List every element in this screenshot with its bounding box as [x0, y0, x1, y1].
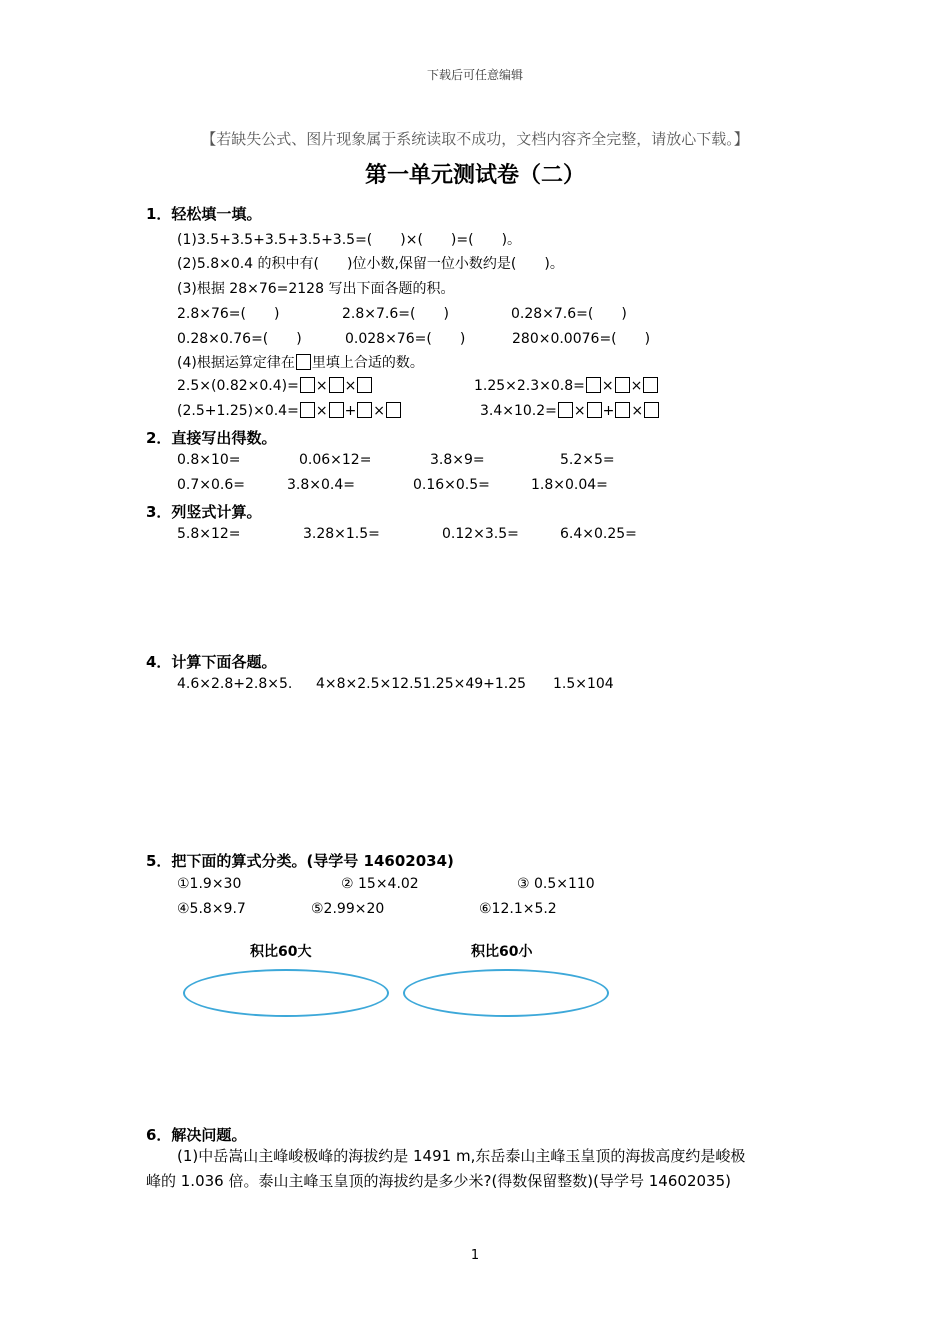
answer-box[interactable]: [357, 377, 372, 393]
s5-r1-c: ③ 0.5×110: [517, 876, 595, 892]
answer-box[interactable]: [300, 377, 315, 393]
s2-r1-b: 0.06×12=: [299, 452, 372, 468]
oval-greater-than-60[interactable]: [183, 969, 389, 1017]
s2-r1-a: 0.8×10=: [177, 452, 241, 468]
s3-item-2: 3.28×1.5=: [303, 526, 380, 542]
s1-expr-2b: [480, 402, 660, 419]
s1-expr-2a: [177, 402, 402, 419]
s4-item-2: 4×8×2.5×12.51.25×49+1.25: [316, 676, 527, 692]
s6-problem-line-2: 峰的 1.036 倍。泰山主峰玉皇顶的海拔约是多少米?(得数保留整数)(导学号 14602035): [146, 1172, 731, 1190]
s5-r2-a: ④5.8×9.7: [177, 901, 246, 917]
s1-r2-a: 0.28×0.76=( ): [177, 331, 302, 347]
answer-box[interactable]: [357, 402, 372, 418]
times-sign: ×: [601, 378, 614, 394]
s1-expr-1a: [177, 377, 373, 394]
page-title: 第一单元测试卷（二）: [364, 162, 585, 188]
label-greater-than-60: 积比60大: [250, 944, 312, 960]
s3-item-4: 6.4×0.25=: [560, 526, 637, 542]
answer-box[interactable]: [329, 402, 344, 418]
s4-item-1: 4.6×2.8+2.8×5.: [177, 676, 293, 692]
s1-question-3: (3)根据 28×76=2128 写出下面各题的积。: [177, 281, 455, 297]
answer-box[interactable]: [558, 402, 573, 418]
s2-r2-a: 0.7×0.6=: [177, 477, 245, 493]
times-sign: ×: [315, 403, 328, 419]
expr-text: (2.5+1.25)×0.4=: [177, 403, 299, 419]
s1-question-2: (2)5.8×0.4 的积中有( )位小数,保留一位小数约是( )。: [177, 256, 564, 272]
expr-text: 1.25×2.3×0.8=: [474, 378, 585, 394]
times-sign: ×: [373, 403, 386, 419]
s2-r1-d: 5.2×5=: [560, 452, 615, 468]
s5-r1-b: ② 15×4.02: [341, 876, 419, 892]
s3-item-1: 5.8×12=: [177, 526, 241, 542]
answer-box[interactable]: [329, 377, 344, 393]
plus-sign: +: [602, 403, 615, 419]
s1-r1-c: 0.28×7.6=( ): [511, 306, 627, 322]
s4-item-3: 1.5×104: [553, 676, 614, 692]
answer-box[interactable]: [587, 402, 602, 418]
times-sign: ×: [573, 403, 586, 419]
s1-q4-text-a: (4)根据运算定律在: [177, 355, 295, 371]
s2-r1-c: 3.8×9=: [430, 452, 485, 468]
times-sign: ×: [631, 403, 644, 419]
s5-r2-b: ⑤2.99×20: [311, 901, 385, 917]
s1-r1-b: 2.8×7.6=( ): [342, 306, 449, 322]
s2-r2-c: 0.16×0.5=: [413, 477, 490, 493]
s5-r2-c: ⑥12.1×5.2: [479, 901, 557, 917]
section-3-heading: 3．列竖式计算。: [146, 503, 262, 521]
s1-r2-b: 0.028×76=( ): [345, 331, 466, 347]
s1-r1-a: 2.8×76=( ): [177, 306, 280, 322]
section-2-heading: 2．直接写出得数。: [146, 429, 277, 447]
answer-box[interactable]: [296, 354, 311, 370]
answer-box[interactable]: [386, 402, 401, 418]
section-4-heading: 4．计算下面各题。: [146, 653, 277, 671]
s1-q4-text-b: 里填上合适的数。: [311, 355, 424, 371]
label-less-than-60: 积比60小: [471, 944, 533, 960]
answer-box[interactable]: [644, 402, 659, 418]
s5-r1-a: ①1.9×30: [177, 876, 242, 892]
s2-r2-b: 3.8×0.4=: [287, 477, 355, 493]
times-sign: ×: [630, 378, 643, 394]
times-sign: ×: [344, 378, 357, 394]
answer-box[interactable]: [615, 402, 630, 418]
answer-box[interactable]: [300, 402, 315, 418]
section-6-heading: 6．解决问题。: [146, 1126, 247, 1144]
answer-box[interactable]: [643, 377, 658, 393]
s1-question-1: (1)3.5+3.5+3.5+3.5+3.5=( )×( )=( )。: [177, 232, 522, 248]
section-5-heading: 5．把下面的算式分类。(导学号 14602034): [146, 852, 454, 870]
page-number: 1: [470, 1248, 480, 1263]
s2-r2-d: 1.8×0.04=: [531, 477, 608, 493]
expr-text: 3.4×10.2=: [480, 403, 557, 419]
s6-problem-line-1: (1)中岳嵩山主峰峻极峰的海拔约是 1491 m,东岳泰山主峰玉皇顶的海拔高度约是峻极: [177, 1147, 746, 1165]
section-1-heading: 1．轻松填一填。: [146, 205, 262, 223]
s3-item-3: 0.12×3.5=: [442, 526, 519, 542]
answer-box[interactable]: [586, 377, 601, 393]
times-sign: ×: [315, 378, 328, 394]
s1-expr-1b: [474, 377, 659, 394]
download-notice: 【若缺失公式、图片现象属于系统读取不成功，文档内容齐全完整，请放心下载。】: [201, 130, 749, 148]
s1-question-4: [177, 352, 424, 372]
page-header: 下载后可任意编辑: [426, 68, 523, 82]
answer-box[interactable]: [615, 377, 630, 393]
expr-text: 2.5×(0.82×0.4)=: [177, 378, 299, 394]
s1-r2-c: 280×0.0076=( ): [512, 331, 651, 347]
plus-sign: +: [344, 403, 357, 419]
oval-less-than-60[interactable]: [403, 969, 609, 1017]
